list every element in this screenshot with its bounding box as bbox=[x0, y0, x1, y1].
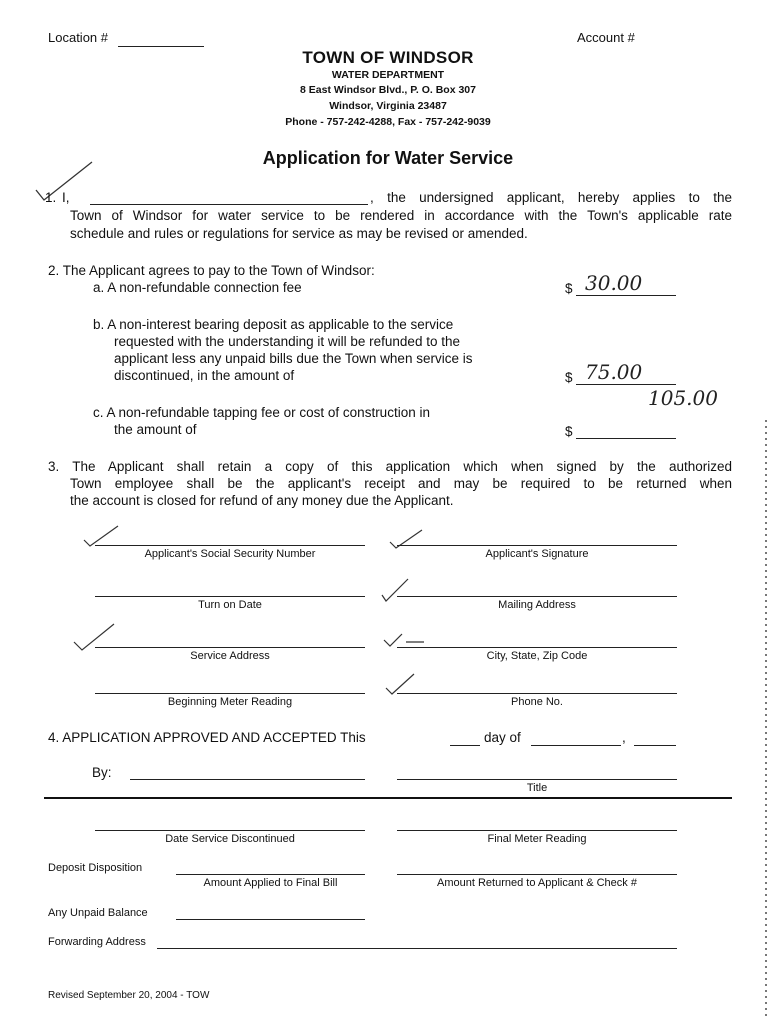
service-address-field[interactable] bbox=[95, 647, 365, 648]
beginning-meter-label: Beginning Meter Reading bbox=[167, 696, 293, 708]
mailing-address-field[interactable] bbox=[397, 596, 677, 597]
comma: , bbox=[622, 730, 626, 745]
town-name: TOWN OF WINDSOR bbox=[302, 48, 474, 67]
address-line-1: 8 East Windsor Blvd., P. O. Box 307 bbox=[300, 84, 476, 96]
amount-applied-field[interactable] bbox=[176, 874, 365, 875]
signature-field[interactable] bbox=[397, 545, 677, 546]
city-state-zip-field[interactable] bbox=[397, 647, 677, 648]
location-label: Location # bbox=[48, 30, 108, 45]
deposit-b-amount: 75.00 bbox=[585, 360, 643, 384]
final-meter-label: Final Meter Reading bbox=[487, 833, 587, 845]
signature-label: Applicant's Signature bbox=[485, 548, 589, 560]
date-discontinued-label: Date Service Discontinued bbox=[165, 833, 295, 845]
section-1-pre: I, bbox=[62, 190, 70, 205]
section-4-text: 4. APPLICATION APPROVED AND ACCEPTED This bbox=[48, 730, 366, 745]
deposit-b-field[interactable] bbox=[576, 384, 676, 385]
approval-year-field[interactable] bbox=[634, 745, 676, 746]
phone-fax: Phone - 757-242-4288, Fax - 757-242-9039 bbox=[285, 116, 491, 128]
section-1-line-3: schedule and rules or regulations for service as may be revised or amended. bbox=[70, 226, 528, 241]
by-label: By: bbox=[92, 765, 112, 780]
turn-on-date-label: Turn on Date bbox=[198, 599, 262, 611]
fee-a-label: a. A non-refundable connection fee bbox=[93, 280, 302, 295]
section-2-intro: 2. The Applicant agrees to pay to the Town of Windsor: bbox=[48, 263, 375, 278]
service-address-label: Service Address bbox=[190, 650, 270, 662]
scan-edge bbox=[765, 420, 767, 1020]
section-3-line-1: 3. The Applicant shall retain a copy of this application which when signed by the authorized bbox=[48, 459, 732, 474]
department-name: WATER DEPARTMENT bbox=[331, 69, 445, 81]
turn-on-date-field[interactable] bbox=[95, 596, 365, 597]
tapping-c-field[interactable] bbox=[576, 438, 676, 439]
section-3-line-2: Town employee shall be the applicant's receipt and may be required to be returned when bbox=[70, 476, 732, 491]
ssn-field[interactable] bbox=[95, 545, 365, 546]
amount-returned-field[interactable] bbox=[397, 874, 677, 875]
account-label: Account # bbox=[577, 30, 635, 45]
dollar-sign: $ bbox=[565, 370, 573, 385]
unpaid-balance-label: Any Unpaid Balance bbox=[48, 907, 148, 919]
dollar-sign: $ bbox=[565, 424, 573, 439]
forwarding-address-field[interactable] bbox=[157, 948, 677, 949]
amount-returned-label: Amount Returned to Applicant & Check # bbox=[437, 877, 637, 889]
date-discontinued-field[interactable] bbox=[95, 830, 365, 831]
location-field[interactable] bbox=[118, 46, 204, 47]
approval-day-field[interactable] bbox=[450, 745, 480, 746]
deposit-b-line-1: b. A non-interest bearing deposit as applicable to the service bbox=[93, 317, 454, 332]
form-title: Application for Water Service bbox=[262, 148, 514, 168]
tapping-c-line-2: the amount of bbox=[114, 422, 197, 437]
total-note: 105.00 bbox=[648, 386, 718, 410]
section-divider bbox=[44, 797, 732, 799]
ssn-label: Applicant's Social Security Number bbox=[144, 548, 316, 560]
fee-a-field[interactable] bbox=[576, 295, 676, 296]
section-3-line-3: the account is closed for refund of any money due the Applicant. bbox=[70, 493, 454, 508]
deposit-b-line-3: applicant less any unpaid bills due the Town when service is bbox=[114, 351, 473, 366]
by-field[interactable] bbox=[130, 779, 365, 780]
address-line-2: Windsor, Virginia 23487 bbox=[329, 100, 447, 112]
title-field[interactable] bbox=[397, 779, 677, 780]
tapping-c-line-1: c. A non-refundable tapping fee or cost of construction in bbox=[93, 405, 430, 420]
section-1-number: 1. bbox=[45, 190, 57, 205]
dollar-sign: $ bbox=[565, 281, 573, 296]
approval-month-field[interactable] bbox=[531, 745, 621, 746]
city-state-zip-label: City, State, Zip Code bbox=[486, 650, 588, 662]
forwarding-address-label: Forwarding Address bbox=[48, 936, 146, 948]
section-1-line-2: Town of Windsor for water service to be rendered in accordance with the Town's applicable rate bbox=[70, 208, 732, 223]
deposit-disposition-label: Deposit Disposition bbox=[48, 862, 143, 874]
deposit-b-line-4: discontinued, in the amount of bbox=[114, 368, 295, 383]
amount-applied-label: Amount Applied to Final Bill bbox=[203, 877, 338, 889]
checkmark-icon bbox=[388, 526, 428, 550]
final-meter-field[interactable] bbox=[397, 830, 677, 831]
revision-footer: Revised September 20, 2004 - TOW bbox=[48, 990, 210, 1001]
mailing-address-label: Mailing Address bbox=[498, 599, 576, 611]
beginning-meter-field[interactable] bbox=[95, 693, 365, 694]
fee-a-amount: 30.00 bbox=[585, 271, 643, 295]
phone-label: Phone No. bbox=[511, 696, 563, 708]
title-label: Title bbox=[526, 782, 548, 794]
unpaid-balance-field[interactable] bbox=[176, 919, 365, 920]
applicant-name-field[interactable] bbox=[90, 204, 368, 205]
day-of-label: day of bbox=[484, 730, 521, 745]
phone-field[interactable] bbox=[397, 693, 677, 694]
section-1-line-1: , the undersigned applicant, hereby applies to the bbox=[370, 190, 732, 205]
deposit-b-line-2: requested with the understanding it will be refunded to the bbox=[114, 334, 460, 349]
